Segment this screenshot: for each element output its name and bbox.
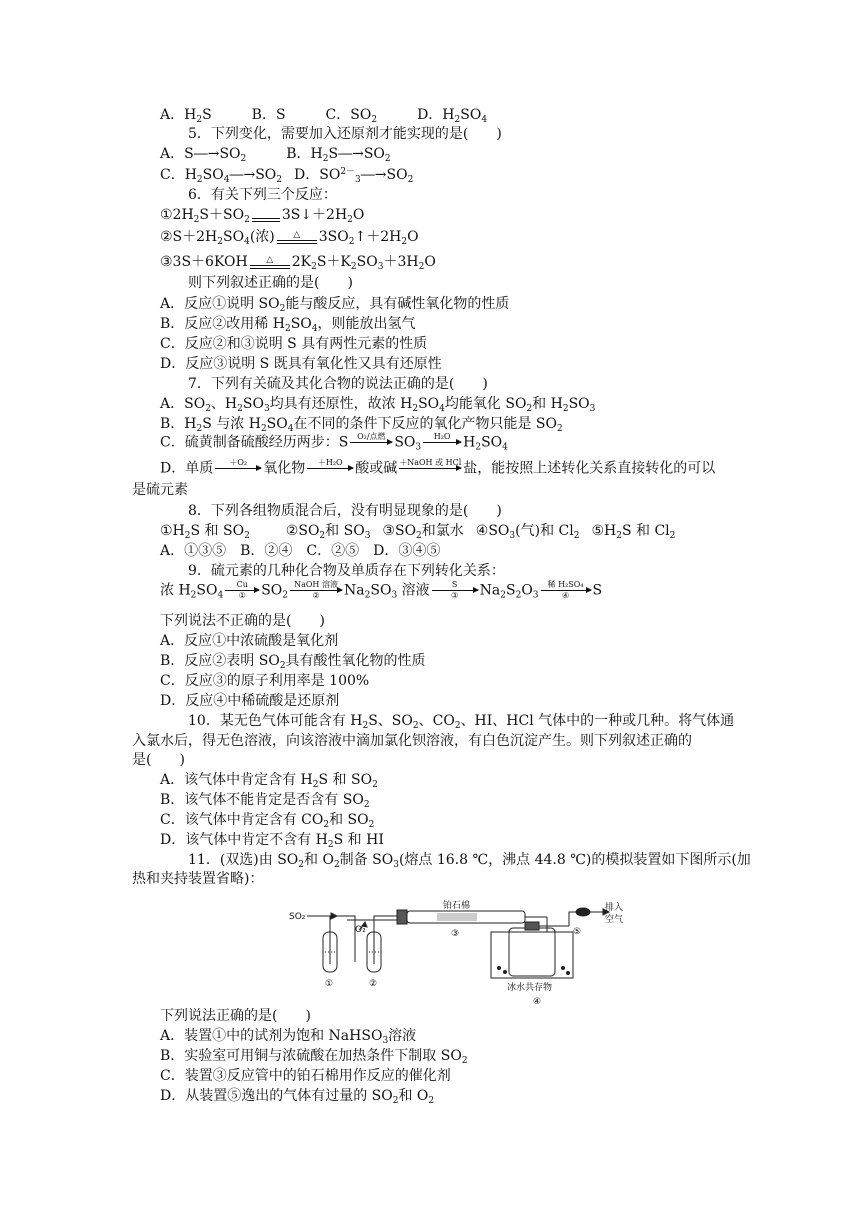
q11-then: 下列说法正确的是( ) — [160, 1008, 311, 1024]
q11-option-a: A．装置①中的试剂为饱和 NaHSO$_3$溶液 — [160, 1028, 417, 1046]
q6-option-c: C．反应②和③说明 S 具有两性元素的性质 — [160, 336, 428, 352]
platinum-asbestos — [437, 913, 477, 921]
q9-option-a: A．反应①中浓硫酸是氧化剂 — [160, 633, 339, 649]
q4-option-a: A．H — [160, 107, 197, 123]
q9-option-b: B．反应②表明 $SO_2$具有酸性氧化物的性质 — [160, 653, 426, 671]
apparatus-diagram — [285, 901, 625, 1007]
label-o2: O₂ — [355, 925, 366, 935]
q10-option-a: A．该气体中肯定含有 $H_2S$ 和 $SO_2$ — [160, 772, 378, 790]
q5-options-ab: A．$S―\to SO_2$ B．$H_2S―\to SO_2$ — [160, 146, 391, 164]
q6-then: 则下列叙述正确的是( ) — [188, 275, 353, 291]
label-exhaust-1: 排入 — [605, 903, 624, 913]
q9-stem: 9．硫元素的几种化合物及单质存在下列转化关系： — [188, 563, 505, 579]
q5-options-cd: C．$H_2SO_4―\to SO_2$ D．$SO^{2-}_3―\to SO_2$ — [160, 167, 414, 185]
q7-stem: 7．下列有关硫及其化合物的说法正确的是( ) — [188, 376, 488, 392]
q6-option-b: B．反应②改用稀 $H_2SO_4$，则能放出氢气 — [160, 316, 416, 334]
collection-flask — [509, 928, 555, 976]
q7-option-d: D．单质 ＋O₂ 氧化物 ＋H₂O 酸或碱 ＋NaOH 或 HCl 盐，能按照上述转化关系直接转化的可以 — [160, 458, 716, 477]
q6-reaction-2: $②S+2H_2SO_4$(浓) △ $3SO_2↑+2H_2O$ — [160, 229, 419, 247]
q6-stem: 6．有关下列三个反应： — [188, 187, 337, 203]
q9-option-d: D．反应④中稀硫酸是还原剂 — [160, 693, 340, 709]
label-platinum: 铂石棉 — [443, 901, 471, 911]
q11-option-d: D．从装置⑤逸出的气体有过量的 $SO_2$和 $O_2$ — [160, 1088, 435, 1106]
label-5: ⑤ — [573, 927, 582, 937]
q11-stem-line-1: 11．(双选)由 $SO_2$和 $O_2$制备 $SO_3$(熔点 16.8 ℃，沸点 44.8 ℃)的模拟装置如下图所示(加 — [188, 852, 751, 870]
label-1: ① — [325, 979, 334, 989]
q7-option-a: A．$SO_2$、$H_2SO_3$均具有还原性，故浓 $H_2SO_4$均能氧化 $SO_2$和 $H_2SO_3$ — [160, 396, 596, 414]
drying-bulb — [576, 908, 590, 916]
label-3: ③ — [451, 929, 460, 939]
q9-option-c: C．反应③的原子利用率是 100% — [160, 673, 370, 689]
q10-option-b: B．该气体不能肯定是否含有 $SO_2$ — [160, 792, 370, 810]
q6-option-a: A．反应①说明 $SO_2$能与酸反应，具有碱性氧化物的性质 — [160, 296, 510, 314]
q5-stem: 5．下列变化，需要加入还原剂才能实现的是( ) — [188, 126, 502, 142]
q11-option-b: B．实验室可用铜与浓硫酸在加热条件下制取 $SO_2$ — [160, 1048, 468, 1066]
q8-options: A．①③⑤ B．②④ C．②⑤ D．③④⑤ — [160, 543, 441, 559]
q7-option-b: B．$H_2S$ 与浓 $H_2SO_4$在不同的条件下反应的氧化产物只能是 $SO_2$ — [160, 416, 563, 434]
q10-stem-line-2: 入氯水后，得无色溶液，向该溶液中滴加氯化钡溶液，有白色沉淀产生。则下列叙述正确的 — [132, 733, 692, 749]
label-2: ② — [369, 979, 378, 989]
q6-option-d: D．反应③说明 S 既具有氧化性又具有还原性 — [160, 356, 442, 372]
q7-option-c: C．硫黄制备硫酸经历两步：S O₂/点燃 $SO_3$ H₂O $H_2SO_4$ — [160, 432, 508, 453]
q4-option-c: C．SO — [325, 107, 372, 123]
q6-reaction-3: ③3S＋6KOH △ $2K_2S+K_2SO_3+3H_2O$ — [160, 254, 436, 272]
q11-stem-line-2: 热和夹持装置省略)： — [132, 871, 264, 887]
q4-option-b: B．S — [251, 107, 286, 123]
q10-stem-line-1: 10．某无色气体可能含有 $H_2S$、$SO_2$、$CO_2$、HI、HCl 气体中的一种或几种。将气体通 — [188, 713, 735, 731]
label-exhaust-2: 空气 — [605, 915, 624, 925]
label-ice-water: 冰水共存物 — [507, 983, 553, 993]
label-4: ④ — [533, 997, 542, 1007]
q8-stem: 8．下列各组物质混合后，没有明显现象的是( ) — [188, 503, 502, 519]
q8-items: $①H_2S$ 和 $SO_2$ $②SO_2$和 $SO_3$ $③SO_2$和氯水 $④SO_3$(气)和 $Cl_2$ $⑤H_2S$ 和 $Cl_2$ — [160, 523, 676, 541]
q10-option-c: C．该气体中肯定含有 $CO_2$和 $SO_2$ — [160, 812, 375, 830]
stopper — [397, 910, 407, 924]
q4-option-d: D．H — [417, 107, 455, 123]
q9-then: 下列说法不正确的是( ) — [160, 613, 325, 629]
q4-options: A．$H_2S$ B．S C．$SO_2$ D．$H_2SO_4$ — [160, 107, 488, 125]
q6-reaction-1: $①2H_2S+SO_2$ $3S↓+2H_2O$ — [160, 207, 365, 225]
q10-stem-line-3: 是( ) — [132, 752, 185, 768]
q7-option-d-cont: 是硫元素 — [132, 482, 188, 498]
q10-option-d: D．该气体中肯定不含有 $H_2S$ 和 HI — [160, 832, 384, 850]
q11-option-c: C．装置③反应管中的铂石棉用作反应的催化剂 — [160, 1068, 451, 1084]
label-so2: SO₂ — [289, 912, 306, 922]
q9-chain: 浓 $H_2SO_4$ Cu ① $SO_2$ NaOH 溶液 ② $Na_2SO_3$ 溶液 S ③ $Na_2S_2O_3$ 稀 H₂SO₄ ④ S — [160, 580, 603, 601]
